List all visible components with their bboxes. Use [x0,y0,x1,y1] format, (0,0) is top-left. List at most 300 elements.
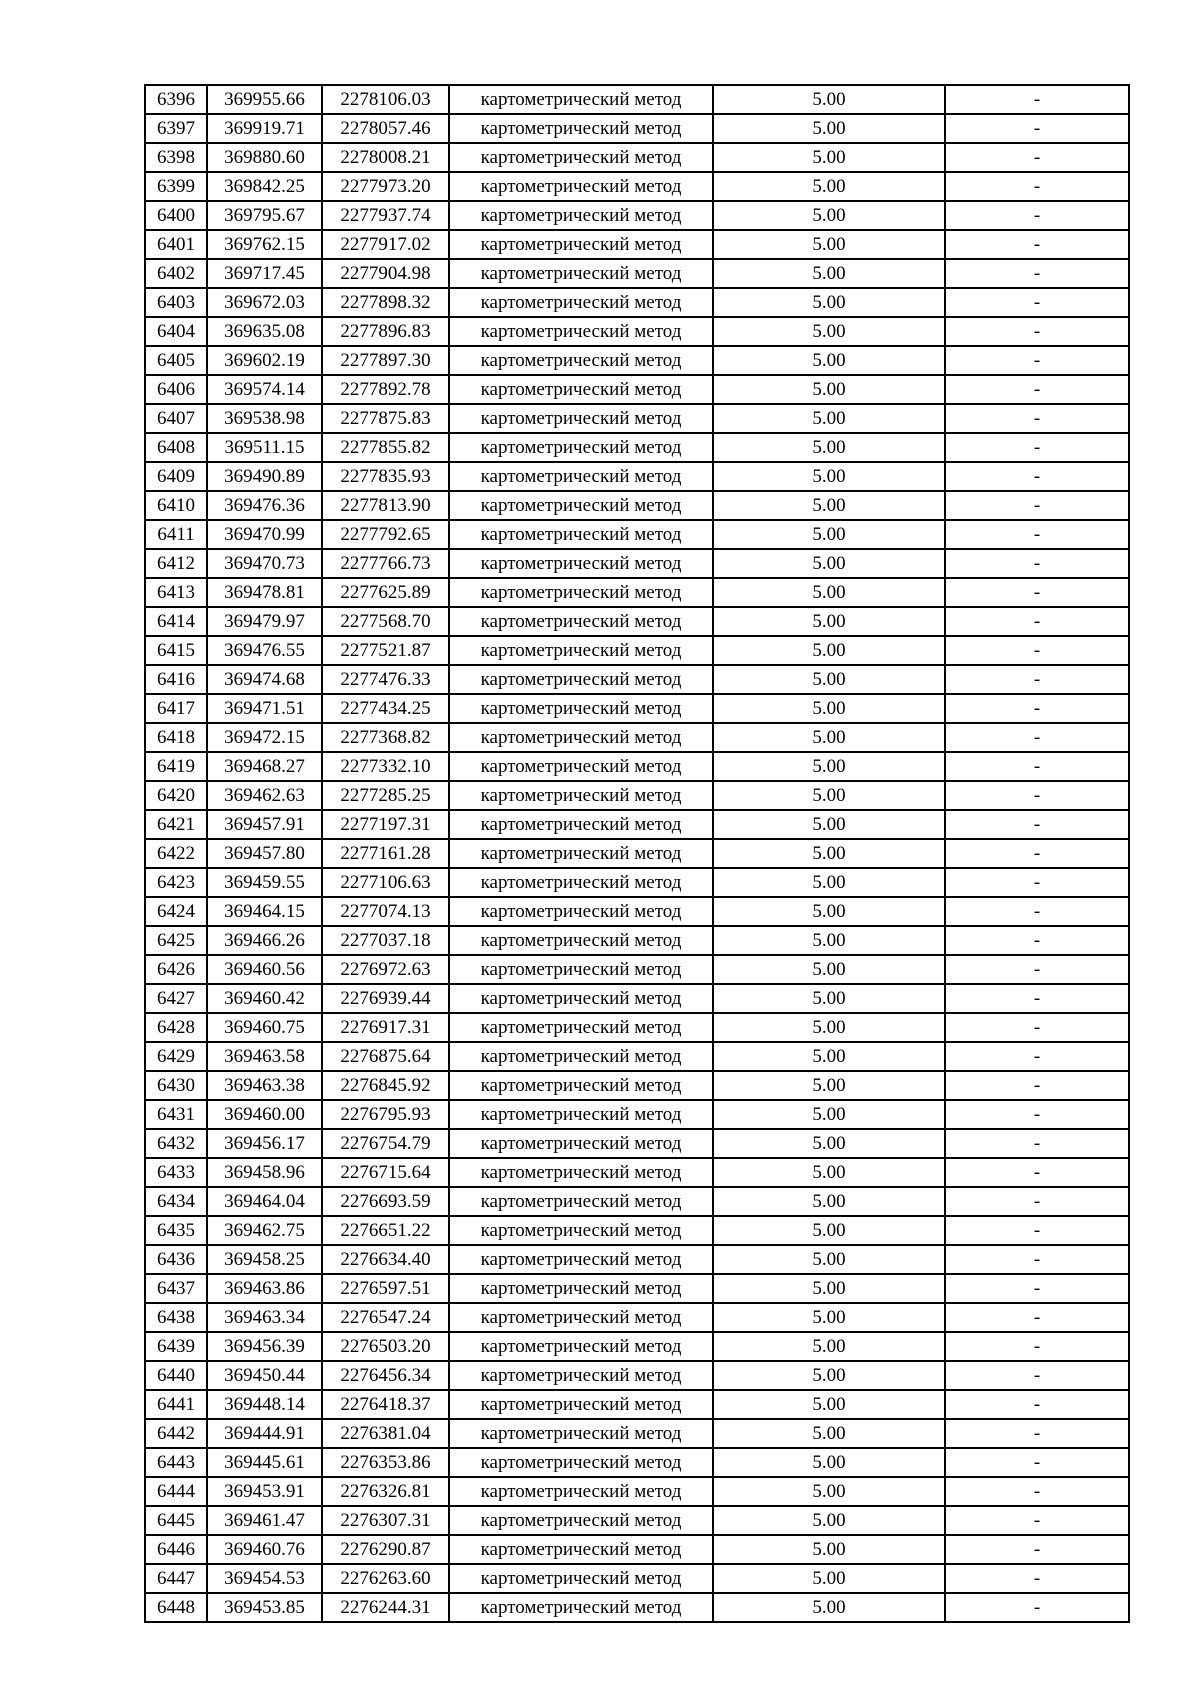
x-coordinate-cell: 369460.75 [207,1013,322,1042]
method-cell: картометрический метод [449,897,713,926]
x-coordinate-cell: 369458.25 [207,1245,322,1274]
table-row [145,1419,1129,1448]
table-row [145,85,1129,114]
point-number-cell: 6438 [145,1303,207,1332]
x-coordinate-cell: 369459.55 [207,868,322,897]
accuracy-cell: 5.00 [713,578,945,607]
method-cell: картометрический метод [449,375,713,404]
point-number-cell: 6427 [145,984,207,1013]
method-cell: картометрический метод [449,143,713,172]
description-cell: - [945,1100,1129,1129]
y-coordinate-cell: 2277037.18 [322,926,449,955]
table-row [145,1042,1129,1071]
x-coordinate-cell: 369462.63 [207,781,322,810]
x-coordinate-cell: 369602.19 [207,346,322,375]
method-cell: картометрический метод [449,1303,713,1332]
table-row [145,1477,1129,1506]
accuracy-cell: 5.00 [713,288,945,317]
point-number-cell: 6448 [145,1593,207,1622]
x-coordinate-cell: 369762.15 [207,230,322,259]
table-row [145,143,1129,172]
accuracy-cell: 5.00 [713,549,945,578]
y-coordinate-cell: 2278106.03 [322,85,449,114]
description-cell: - [945,1042,1129,1071]
point-number-cell: 6447 [145,1564,207,1593]
x-coordinate-cell: 369574.14 [207,375,322,404]
description-cell: - [945,1129,1129,1158]
method-cell: картометрический метод [449,1332,713,1361]
description-cell: - [945,1274,1129,1303]
description-cell: - [945,433,1129,462]
y-coordinate-cell: 2276381.04 [322,1419,449,1448]
y-coordinate-cell: 2276290.87 [322,1535,449,1564]
y-coordinate-cell: 2277917.02 [322,230,449,259]
y-coordinate-cell: 2276244.31 [322,1593,449,1622]
y-coordinate-cell: 2277904.98 [322,259,449,288]
table-row [145,984,1129,1013]
table-row [145,1187,1129,1216]
y-coordinate-cell: 2277106.63 [322,868,449,897]
description-cell: - [945,549,1129,578]
table-row [145,549,1129,578]
point-number-cell: 6441 [145,1390,207,1419]
method-cell: картометрический метод [449,1506,713,1535]
accuracy-cell: 5.00 [713,1593,945,1622]
x-coordinate-cell: 369490.89 [207,462,322,491]
y-coordinate-cell: 2276503.20 [322,1332,449,1361]
description-cell: - [945,955,1129,984]
y-coordinate-cell: 2277285.25 [322,781,449,810]
point-number-cell: 6410 [145,491,207,520]
table-row [145,1564,1129,1593]
accuracy-cell: 5.00 [713,1216,945,1245]
table-row [145,201,1129,230]
description-cell: - [945,578,1129,607]
description-cell: - [945,1477,1129,1506]
table-row [145,1448,1129,1477]
description-cell: - [945,462,1129,491]
accuracy-cell: 5.00 [713,897,945,926]
point-number-cell: 6424 [145,897,207,926]
description-cell: - [945,1013,1129,1042]
description-cell: - [945,1419,1129,1448]
y-coordinate-cell: 2277521.87 [322,636,449,665]
y-coordinate-cell: 2276353.86 [322,1448,449,1477]
description-cell: - [945,491,1129,520]
description-cell: - [945,1506,1129,1535]
accuracy-cell: 5.00 [713,520,945,549]
table-row [145,1245,1129,1274]
point-number-cell: 6425 [145,926,207,955]
method-cell: картометрический метод [449,694,713,723]
accuracy-cell: 5.00 [713,752,945,781]
x-coordinate-cell: 369468.27 [207,752,322,781]
point-number-cell: 6418 [145,723,207,752]
accuracy-cell: 5.00 [713,1332,945,1361]
point-number-cell: 6443 [145,1448,207,1477]
accuracy-cell: 5.00 [713,1187,945,1216]
point-number-cell: 6432 [145,1129,207,1158]
y-coordinate-cell: 2276972.63 [322,955,449,984]
accuracy-cell: 5.00 [713,201,945,230]
table-row [145,752,1129,781]
point-number-cell: 6407 [145,404,207,433]
accuracy-cell: 5.00 [713,955,945,984]
table-row [145,839,1129,868]
description-cell: - [945,1158,1129,1187]
description-cell: - [945,1216,1129,1245]
table-row [145,172,1129,201]
description-cell: - [945,1390,1129,1419]
x-coordinate-cell: 369463.58 [207,1042,322,1071]
x-coordinate-cell: 369454.53 [207,1564,322,1593]
method-cell: картометрический метод [449,462,713,491]
point-number-cell: 6397 [145,114,207,143]
accuracy-cell: 5.00 [713,607,945,636]
y-coordinate-cell: 2277897.30 [322,346,449,375]
accuracy-cell: 5.00 [713,1245,945,1274]
method-cell: картометрический метод [449,549,713,578]
method-cell: картометрический метод [449,1245,713,1274]
point-number-cell: 6426 [145,955,207,984]
y-coordinate-cell: 2276715.64 [322,1158,449,1187]
x-coordinate-cell: 369460.56 [207,955,322,984]
description-cell: - [945,1535,1129,1564]
y-coordinate-cell: 2276939.44 [322,984,449,1013]
table-row [145,607,1129,636]
x-coordinate-cell: 369470.73 [207,549,322,578]
y-coordinate-cell: 2277434.25 [322,694,449,723]
table-row [145,404,1129,433]
y-coordinate-cell: 2277476.33 [322,665,449,694]
x-coordinate-cell: 369464.15 [207,897,322,926]
description-cell: - [945,1245,1129,1274]
method-cell: картометрический метод [449,1129,713,1158]
table-row [145,1158,1129,1187]
accuracy-cell: 5.00 [713,636,945,665]
method-cell: картометрический метод [449,1042,713,1071]
method-cell: картометрический метод [449,607,713,636]
point-number-cell: 6433 [145,1158,207,1187]
point-number-cell: 6400 [145,201,207,230]
x-coordinate-cell: 369445.61 [207,1448,322,1477]
method-cell: картометрический метод [449,1535,713,1564]
point-number-cell: 6430 [145,1071,207,1100]
accuracy-cell: 5.00 [713,491,945,520]
method-cell: картометрический метод [449,955,713,984]
x-coordinate-cell: 369463.38 [207,1071,322,1100]
method-cell: картометрический метод [449,317,713,346]
point-number-cell: 6403 [145,288,207,317]
point-number-cell: 6413 [145,578,207,607]
description-cell: - [945,984,1129,1013]
method-cell: картометрический метод [449,723,713,752]
table-row [145,114,1129,143]
accuracy-cell: 5.00 [713,665,945,694]
method-cell: картометрический метод [449,1100,713,1129]
coordinates-table-body [145,85,1129,1622]
y-coordinate-cell: 2276597.51 [322,1274,449,1303]
x-coordinate-cell: 369462.75 [207,1216,322,1245]
method-cell: картометрический метод [449,433,713,462]
point-number-cell: 6409 [145,462,207,491]
x-coordinate-cell: 369635.08 [207,317,322,346]
table-row [145,926,1129,955]
y-coordinate-cell: 2277568.70 [322,607,449,636]
description-cell: - [945,375,1129,404]
accuracy-cell: 5.00 [713,1013,945,1042]
point-number-cell: 6411 [145,520,207,549]
method-cell: картометрический метод [449,578,713,607]
y-coordinate-cell: 2276456.34 [322,1361,449,1390]
method-cell: картометрический метод [449,752,713,781]
table-row [145,636,1129,665]
accuracy-cell: 5.00 [713,1361,945,1390]
point-number-cell: 6434 [145,1187,207,1216]
description-cell: - [945,288,1129,317]
y-coordinate-cell: 2276917.31 [322,1013,449,1042]
x-coordinate-cell: 369511.15 [207,433,322,462]
point-number-cell: 6429 [145,1042,207,1071]
x-coordinate-cell: 369450.44 [207,1361,322,1390]
table-row [145,694,1129,723]
point-number-cell: 6435 [145,1216,207,1245]
method-cell: картометрический метод [449,404,713,433]
table-row [145,868,1129,897]
accuracy-cell: 5.00 [713,1274,945,1303]
x-coordinate-cell: 369453.85 [207,1593,322,1622]
point-number-cell: 6442 [145,1419,207,1448]
y-coordinate-cell: 2277813.90 [322,491,449,520]
table-row [145,1129,1129,1158]
x-coordinate-cell: 369470.99 [207,520,322,549]
table-row [145,317,1129,346]
point-number-cell: 6416 [145,665,207,694]
accuracy-cell: 5.00 [713,839,945,868]
y-coordinate-cell: 2277937.74 [322,201,449,230]
description-cell: - [945,317,1129,346]
description-cell: - [945,114,1129,143]
method-cell: картометрический метод [449,1071,713,1100]
description-cell: - [945,1303,1129,1332]
description-cell: - [945,259,1129,288]
method-cell: картометрический метод [449,984,713,1013]
accuracy-cell: 5.00 [713,85,945,114]
accuracy-cell: 5.00 [713,723,945,752]
x-coordinate-cell: 369478.81 [207,578,322,607]
x-coordinate-cell: 369463.34 [207,1303,322,1332]
description-cell: - [945,752,1129,781]
point-number-cell: 6401 [145,230,207,259]
x-coordinate-cell: 369453.91 [207,1477,322,1506]
description-cell: - [945,839,1129,868]
method-cell: картометрический метод [449,1477,713,1506]
table-row [145,491,1129,520]
description-cell: - [945,404,1129,433]
table-row [145,897,1129,926]
point-number-cell: 6404 [145,317,207,346]
table-row [145,1332,1129,1361]
y-coordinate-cell: 2276634.40 [322,1245,449,1274]
y-coordinate-cell: 2277892.78 [322,375,449,404]
description-cell: - [945,1187,1129,1216]
x-coordinate-cell: 369456.17 [207,1129,322,1158]
y-coordinate-cell: 2278008.21 [322,143,449,172]
method-cell: картометрический метод [449,868,713,897]
table-row [145,462,1129,491]
table-row [145,665,1129,694]
point-number-cell: 6423 [145,868,207,897]
point-number-cell: 6399 [145,172,207,201]
accuracy-cell: 5.00 [713,1129,945,1158]
x-coordinate-cell: 369461.47 [207,1506,322,1535]
accuracy-cell: 5.00 [713,114,945,143]
x-coordinate-cell: 369444.91 [207,1419,322,1448]
accuracy-cell: 5.00 [713,1564,945,1593]
y-coordinate-cell: 2277368.82 [322,723,449,752]
accuracy-cell: 5.00 [713,462,945,491]
point-number-cell: 6439 [145,1332,207,1361]
description-cell: - [945,172,1129,201]
method-cell: картометрический метод [449,1390,713,1419]
method-cell: картометрический метод [449,172,713,201]
accuracy-cell: 5.00 [713,1071,945,1100]
y-coordinate-cell: 2277875.83 [322,404,449,433]
x-coordinate-cell: 369474.68 [207,665,322,694]
description-cell: - [945,723,1129,752]
x-coordinate-cell: 369479.97 [207,607,322,636]
table-row [145,230,1129,259]
method-cell: картометрический метод [449,1593,713,1622]
description-cell: - [945,1593,1129,1622]
x-coordinate-cell: 369476.36 [207,491,322,520]
x-coordinate-cell: 369880.60 [207,143,322,172]
x-coordinate-cell: 369472.15 [207,723,322,752]
accuracy-cell: 5.00 [713,1042,945,1071]
y-coordinate-cell: 2277161.28 [322,839,449,868]
x-coordinate-cell: 369955.66 [207,85,322,114]
method-cell: картометрический метод [449,1564,713,1593]
point-number-cell: 6398 [145,143,207,172]
description-cell: - [945,1332,1129,1361]
method-cell: картометрический метод [449,520,713,549]
method-cell: картометрический метод [449,1013,713,1042]
description-cell: - [945,636,1129,665]
coordinates-table [144,84,1130,1623]
method-cell: картометрический метод [449,839,713,868]
table-row [145,1361,1129,1390]
accuracy-cell: 5.00 [713,230,945,259]
accuracy-cell: 5.00 [713,1535,945,1564]
accuracy-cell: 5.00 [713,1419,945,1448]
method-cell: картометрический метод [449,636,713,665]
point-number-cell: 6440 [145,1361,207,1390]
y-coordinate-cell: 2276326.81 [322,1477,449,1506]
accuracy-cell: 5.00 [713,1158,945,1187]
description-cell: - [945,143,1129,172]
method-cell: картометрический метод [449,1216,713,1245]
accuracy-cell: 5.00 [713,1506,945,1535]
table-row [145,288,1129,317]
method-cell: картометрический метод [449,1448,713,1477]
point-number-cell: 6402 [145,259,207,288]
y-coordinate-cell: 2276307.31 [322,1506,449,1535]
table-row [145,1390,1129,1419]
table-row [145,578,1129,607]
x-coordinate-cell: 369456.39 [207,1332,322,1361]
description-cell: - [945,868,1129,897]
point-number-cell: 6412 [145,549,207,578]
table-row [145,781,1129,810]
method-cell: картометрический метод [449,85,713,114]
accuracy-cell: 5.00 [713,1448,945,1477]
accuracy-cell: 5.00 [713,143,945,172]
point-number-cell: 6420 [145,781,207,810]
accuracy-cell: 5.00 [713,781,945,810]
description-cell: - [945,665,1129,694]
point-number-cell: 6444 [145,1477,207,1506]
table-row [145,1593,1129,1622]
accuracy-cell: 5.00 [713,984,945,1013]
method-cell: картометрический метод [449,665,713,694]
method-cell: картометрический метод [449,1274,713,1303]
point-number-cell: 6415 [145,636,207,665]
x-coordinate-cell: 369460.42 [207,984,322,1013]
y-coordinate-cell: 2276693.59 [322,1187,449,1216]
x-coordinate-cell: 369457.80 [207,839,322,868]
table-row [145,723,1129,752]
accuracy-cell: 5.00 [713,1477,945,1506]
accuracy-cell: 5.00 [713,810,945,839]
method-cell: картометрический метод [449,230,713,259]
accuracy-cell: 5.00 [713,259,945,288]
accuracy-cell: 5.00 [713,433,945,462]
accuracy-cell: 5.00 [713,1100,945,1129]
y-coordinate-cell: 2277896.83 [322,317,449,346]
point-number-cell: 6421 [145,810,207,839]
method-cell: картометрический метод [449,346,713,375]
y-coordinate-cell: 2276547.24 [322,1303,449,1332]
point-number-cell: 6446 [145,1535,207,1564]
table-row [145,1013,1129,1042]
x-coordinate-cell: 369457.91 [207,810,322,839]
point-number-cell: 6431 [145,1100,207,1129]
point-number-cell: 6419 [145,752,207,781]
y-coordinate-cell: 2277197.31 [322,810,449,839]
x-coordinate-cell: 369466.26 [207,926,322,955]
method-cell: картометрический метод [449,114,713,143]
table-row [145,955,1129,984]
accuracy-cell: 5.00 [713,926,945,955]
method-cell: картометрический метод [449,288,713,317]
description-cell: - [945,897,1129,926]
x-coordinate-cell: 369476.55 [207,636,322,665]
table-row [145,1100,1129,1129]
y-coordinate-cell: 2277074.13 [322,897,449,926]
method-cell: картометрический метод [449,810,713,839]
x-coordinate-cell: 369448.14 [207,1390,322,1419]
table-row [145,1274,1129,1303]
y-coordinate-cell: 2276795.93 [322,1100,449,1129]
point-number-cell: 6405 [145,346,207,375]
point-number-cell: 6428 [145,1013,207,1042]
method-cell: картометрический метод [449,1419,713,1448]
description-cell: - [945,694,1129,723]
method-cell: картометрический метод [449,1158,713,1187]
table-row [145,1071,1129,1100]
table-row [145,1216,1129,1245]
accuracy-cell: 5.00 [713,172,945,201]
